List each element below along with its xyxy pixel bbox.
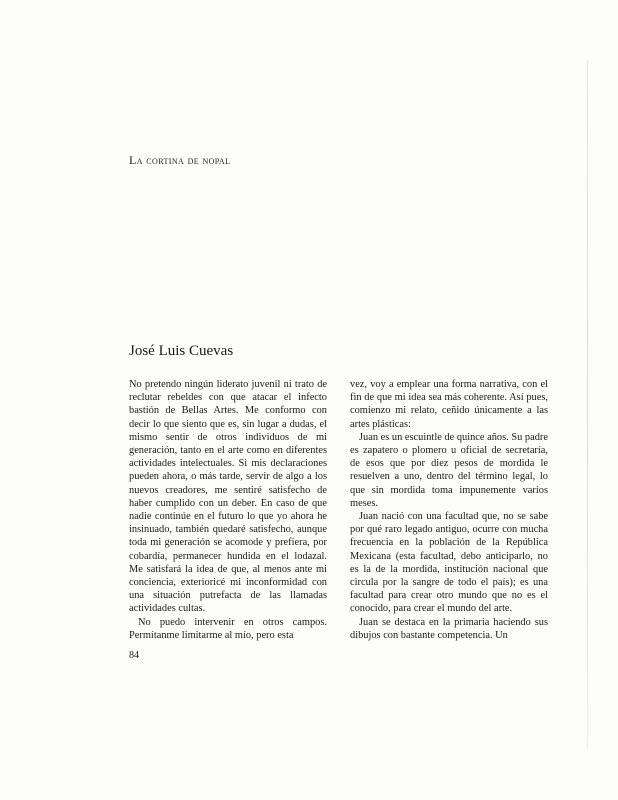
paragraph: Juan nació con una facultad que, no se sabe por qué raro legado antiguo, ocurre con mucha frecuencia en la población de la República Mexicana (esta facultad, debo anticiparlo, no es la de la mordida, institución nacional que circula por la sangre de todo el país); es una facultad para crear otro mundo que no es el conocido, para crear el mundo del arte. — [350, 511, 548, 615]
left-column — [129, 378, 327, 642]
paragraph: No pretendo ningún liderato juvenil ni trato de reclutar rebeldes con que atacar el infecto bastión de Bellas Artes. Me conformo con decir lo que siento que es, sin lugar a dudas, el mismo sentir de otros individuos de mi generación, tanto en el arte como en diferentes actividades intelectuales. Si mis declaraciones pueden ahora, o más tarde, servir de algo a los nuevos creadores, me sentiré satisfecho de haber cumplido con un deber. En caso de que nadie continúe en el futuro lo que yo ahora he insinuado, también quedaré satisfecho, aunque toda mi generación se acomode y prefiera, por cobardía, permanecer hundida en el lodazal. Me satisfará la idea de que, al menos ante mi conciencia, exterioricé mi inconformidad con una situación putrefacta de las llamadas actividades cultas. — [129, 379, 327, 615]
page-number: 84 — [129, 650, 139, 661]
section-title: La cortina de nopal — [129, 153, 231, 167]
paragraph: No puedo intervenir en otros campos. Permítanme limitarme al mío, pero esta — [129, 616, 327, 641]
author-name: José Luis Cuevas — [129, 343, 234, 359]
paragraph: Juan es un escuintle de quince años. Su padre es zapatero o plomero u oficial de secretaría, de esos que por diez pesos de mordida le resuelven a uno, dentro del término legal, lo que sin mordida toma impunemente varios meses. — [350, 431, 548, 509]
paragraph: vez, voy a emplear una forma narrativa, con el fin de que mi idea sea más coherente. Así pues, comienzo mi relato, ceñido únicamente a las artes plásticas: — [350, 379, 548, 430]
scan-edge-shadow — [587, 60, 588, 750]
right-column — [350, 378, 548, 642]
paragraph: Juan se destaca en la primaria haciendo sus dibujos con bastante competencia. Un — [350, 616, 548, 641]
